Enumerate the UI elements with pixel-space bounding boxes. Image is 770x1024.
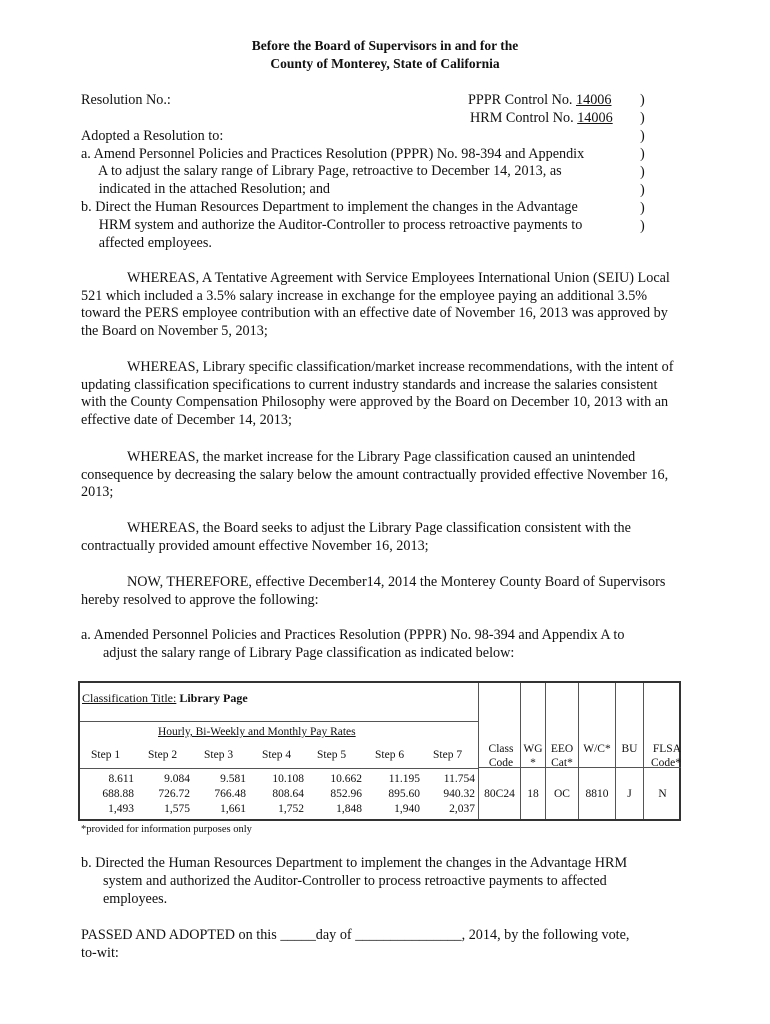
caption-bracket: ) [640, 164, 645, 180]
caption-line: Adopted a Resolution to: [81, 128, 224, 144]
caption-line: b. Direct the Human Resources Department to implement the changes in the Advantage [81, 199, 578, 215]
caption-bracket: ) [640, 128, 645, 144]
eeo-header-2: Cat* [551, 756, 573, 769]
caption-bracket: ) [640, 218, 645, 234]
flsa-header-2: Code* [650, 756, 681, 769]
item-b-line2: system and authorized the Auditor-Controller to process retroactive payments to affected [103, 873, 607, 889]
biweekly-rate: 688.88 [102, 788, 134, 800]
document-title-line2: County of Monterey, State of California [270, 56, 500, 71]
hourly-rate: 9.084 [164, 773, 190, 785]
now-therefore-paragraph: NOW, THEREFORE, effective December14, 2014 the Monterey County Board of Supervisors hereby resolved to approve the following: [81, 574, 666, 608]
biweekly-rate: 766.48 [214, 788, 246, 800]
table-footnote: *provided for information purposes only [81, 824, 252, 835]
whereas-paragraph: WHEREAS, the Board seeks to adjust the Library Page classification consistent with the contractually provided amount effective November 16, 2013; [81, 520, 631, 554]
classification-title-label: Classification Title: [82, 691, 177, 705]
biweekly-rate: 940.32 [443, 788, 475, 800]
item-a-line2: adjust the salary range of Library Page classification as indicated below: [103, 645, 515, 661]
caption-bracket: ) [640, 110, 645, 126]
biweekly-rate: 808.64 [272, 788, 304, 800]
eeo-header-1: EEO [550, 743, 574, 755]
passed-adopted-line2: to-wit: [81, 945, 119, 961]
eeo-header [546, 743, 578, 770]
step-header: Step 2 [148, 749, 178, 761]
caption-line: affected employees. [81, 235, 212, 251]
biweekly-rate: 852.96 [330, 788, 362, 800]
caption-bracket: ) [640, 182, 645, 198]
wg-header-1: WG [523, 743, 543, 755]
wc-value: 8810 [585, 788, 609, 800]
biweekly-rate: 895.60 [388, 788, 420, 800]
item-b-line3: employees. [103, 891, 168, 907]
whereas-paragraph: WHEREAS, Library specific classification/market increase recommendations, with the intent of updating classification specifications to current industry standards and increase the salaries consistent with the County Compensation Philosophy were approved by the Board on December 10, 2013 with an effective date of December 14, 2013; [81, 359, 674, 428]
hourly-rate: 9.581 [220, 773, 246, 785]
monthly-rate: 1,752 [278, 803, 304, 815]
step-header: Step 3 [204, 749, 234, 761]
caption-line: HRM system and authorize the Auditor-Controller to process retroactive payments to [81, 217, 583, 233]
flsa-header [644, 743, 681, 770]
step-header: Step 6 [375, 749, 405, 761]
hourly-rate: 11.754 [443, 773, 475, 785]
salary-table [78, 681, 681, 821]
caption-line: A to adjust the salary range of Library Page, retroactive to December 14, 2013, as [81, 163, 562, 179]
biweekly-rate: 726.72 [158, 788, 190, 800]
class-code-header [484, 743, 518, 770]
monthly-rate: 1,575 [164, 803, 190, 815]
flsa-header-1: FLSA [652, 743, 681, 755]
hrm-control-number: 14006 [577, 110, 613, 126]
wg-header [521, 743, 545, 770]
caption-line: a. Amend Personnel Policies and Practices Resolution (PPPR) No. 98-394 and Appendix [81, 146, 585, 162]
resolution-number-label: Resolution No.: [81, 92, 171, 108]
caption-bracket: ) [640, 200, 645, 216]
bu-value: J [627, 788, 632, 800]
passed-adopted-line1: PASSED AND ADOPTED on this _____day of _______________, 2014, by the following vote, [81, 927, 630, 943]
whereas-paragraph: WHEREAS, the market increase for the Library Page classification caused an unintended consequence by decreasing the salary below the amount contractually provided effective November 16, 2013; [81, 449, 669, 500]
hourly-rate: 10.662 [330, 773, 362, 785]
monthly-rate: 1,661 [220, 803, 246, 815]
item-b-line1: b. Directed the Human Resources Department to implement the changes in the Advantage HRM [81, 855, 628, 871]
classification-title-value: Library Page [179, 691, 248, 705]
pppr-control-label: PPPR Control No. [468, 92, 573, 108]
caption-line: indicated in the attached Resolution; and [81, 181, 331, 197]
bu-header: BU [621, 743, 638, 755]
classification-title [82, 692, 248, 706]
caption-bracket: ) [640, 92, 645, 108]
eeo-value: OC [554, 788, 570, 800]
monthly-rate: 1,493 [108, 803, 134, 815]
step-header: Step 5 [317, 749, 347, 761]
document-title-line1: Before the Board of Supervisors in and for the [251, 38, 519, 53]
hrm-control [470, 110, 613, 127]
pay-rates-heading: Hourly, Bi-Weekly and Monthly Pay Rates [158, 726, 356, 738]
item-a-line1: a. Amended Personnel Policies and Practices Resolution (PPPR) No. 98-394 and Appendix A to [81, 627, 625, 643]
pppr-control [468, 92, 611, 109]
class-code-header-2: Code [488, 756, 514, 769]
monthly-rate: 1,940 [394, 803, 420, 815]
step-header: Step 7 [433, 749, 463, 761]
wg-value: 18 [527, 788, 539, 800]
flsa-value: N [658, 788, 667, 800]
wc-header: W/C* [583, 743, 611, 755]
class-code-value: 80C24 [484, 788, 515, 800]
whereas-paragraph: WHEREAS, A Tentative Agreement with Service Employees International Union (SEIU) Local 521 which included a 3.5% salary increase in exchange for the employee paying an additional 3.5% toward the PERS employee contribution with an effective date of November 16, 2013 was approved by the Board on November 5, 2013; [81, 270, 670, 339]
class-code-header-1: Class [488, 743, 514, 755]
wg-header-2: * [530, 756, 536, 769]
caption-bracket: ) [640, 146, 645, 162]
hourly-rate: 10.108 [272, 773, 304, 785]
step-header: Step 1 [91, 749, 121, 761]
hourly-rate: 11.195 [388, 773, 420, 785]
step-header: Step 4 [262, 749, 292, 761]
pppr-control-number: 14006 [576, 92, 612, 108]
hourly-rate: 8.611 [108, 773, 134, 785]
hrm-control-label: HRM Control No. [470, 110, 574, 126]
monthly-rate: 2,037 [449, 803, 475, 815]
monthly-rate: 1,848 [336, 803, 362, 815]
